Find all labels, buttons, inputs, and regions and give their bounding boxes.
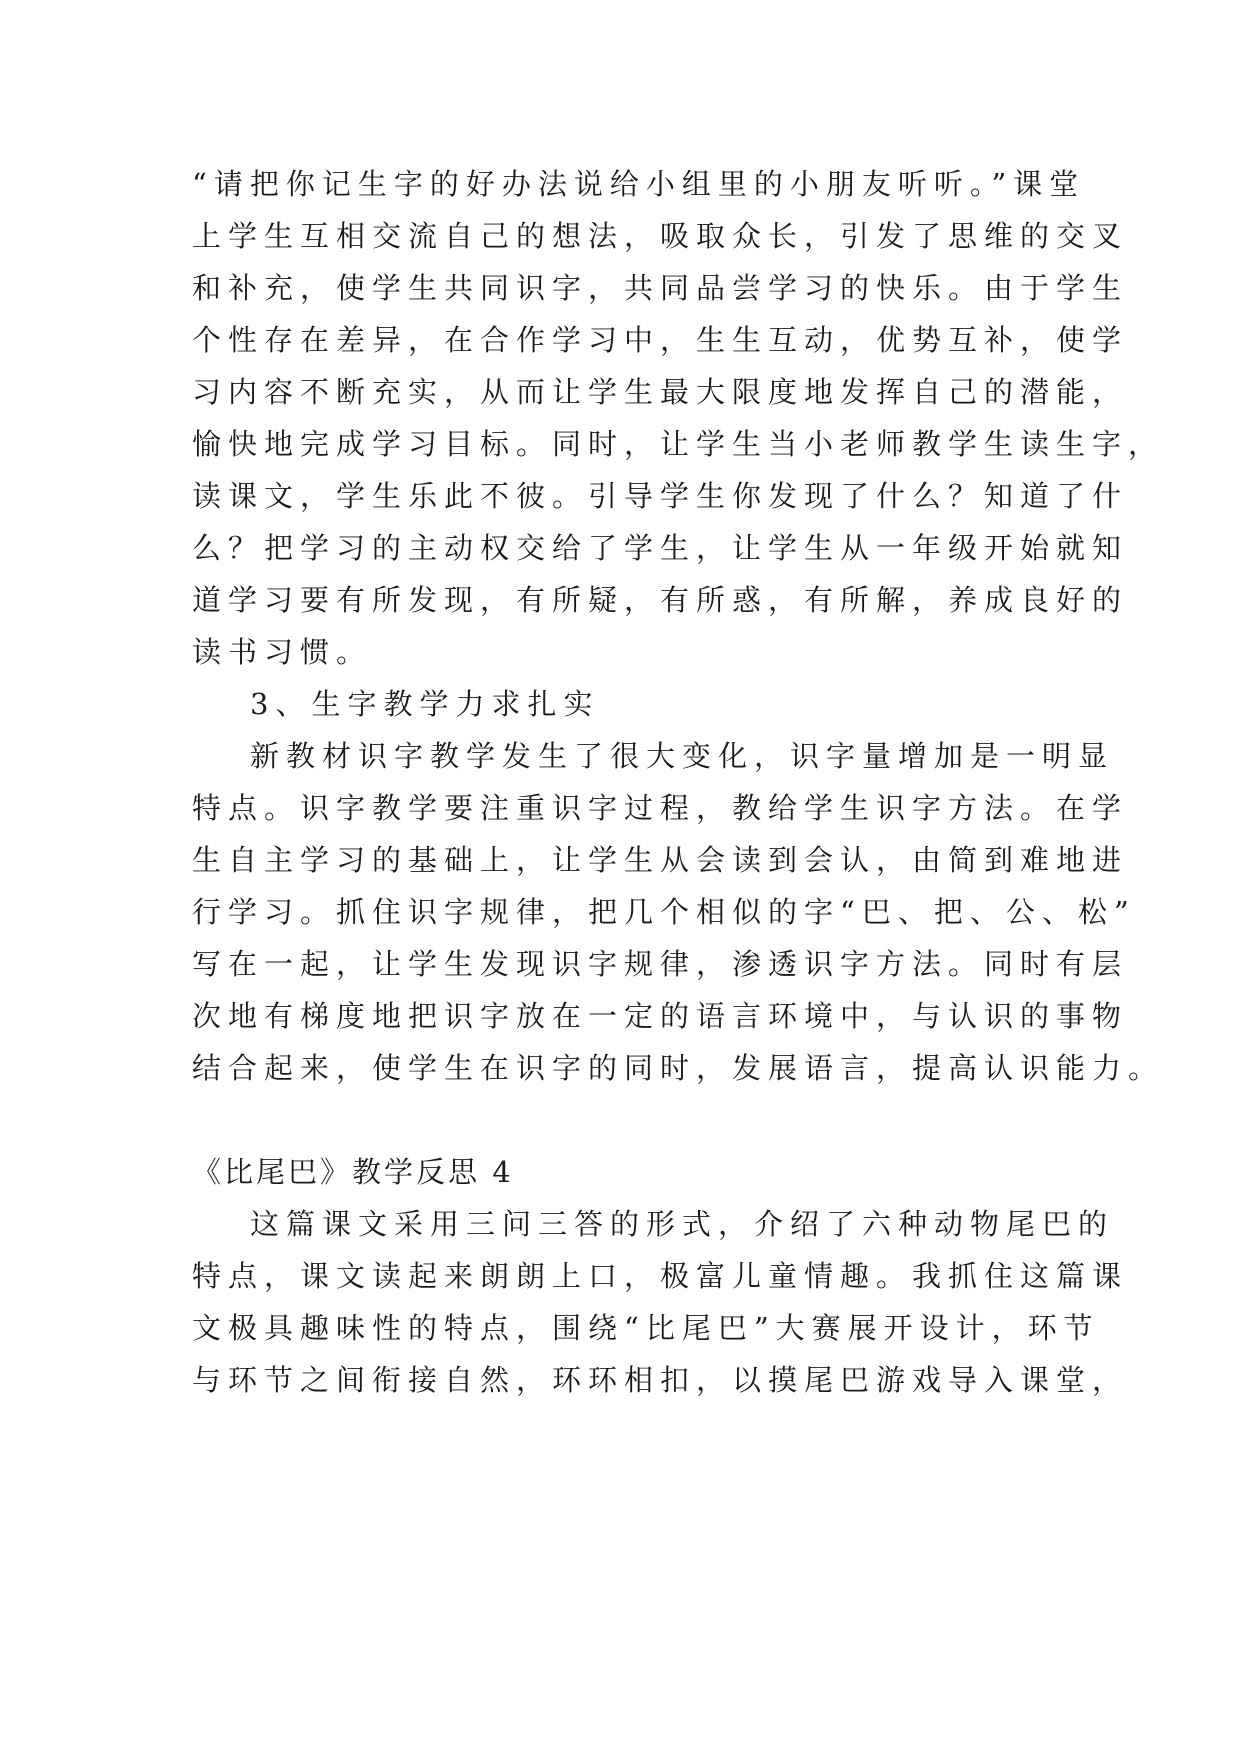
paragraph-cooperative-learning (192, 158, 1165, 678)
text-line: 愉快地完成学习目标。同时，让学生当小老师教学生读生字， (192, 427, 1165, 461)
text-line: 特点，课文读起来朗朗上口，极富儿童情趣。我抓住这篇课 (192, 1259, 1129, 1293)
text-line: 读课文，学生乐此不彼。引导学生你发现了什么？知道了什 (192, 479, 1129, 513)
text-line: 个性存在差异，在合作学习中，生生互动，优势互补，使学 (192, 323, 1129, 357)
section-title: 《比尾巴》教学反思 4 (192, 1155, 514, 1189)
text-line: 写在一起，让学生发现识字规律，渗透识字方法。同时有层 (192, 947, 1129, 981)
text-line: 上学生互相交流自己的想法，吸取众长，引发了思维的交叉 (192, 219, 1129, 253)
subheading-literacy-teaching: 3、生字教学力求扎实 (250, 687, 600, 721)
text-line: 生自主学习的基础上，让学生从会读到会认，由简到难地进 (192, 843, 1129, 877)
text-line: 读书习惯。 (192, 635, 373, 669)
text-line: 习内容不断充实，从而让学生最大限度地发挥自己的潜能， (192, 375, 1129, 409)
text-line: 次地有梯度地把识字放在一定的语言环境中，与认识的事物 (192, 999, 1129, 1033)
text-line: 这篇课文采用三问三答的形式，介绍了六种动物尾巴的 (250, 1207, 1115, 1241)
paragraph-literacy-teaching (192, 730, 1165, 1094)
text-line: 新教材识字教学发生了很大变化，识字量增加是一明显 (250, 739, 1115, 773)
text-line: 道学习要有所发现，有所疑，有所惑，有所解，养成良好的 (192, 583, 1129, 617)
document-page (192, 158, 1165, 1406)
text-line: 特点。识字教学要注重识字过程，教给学生识字方法。在学 (192, 791, 1129, 825)
section-spacer (192, 1094, 1054, 1146)
text-line: 与环节之间衔接自然，环环相扣，以摸尾巴游戏导入课堂， (192, 1363, 1129, 1397)
text-line: 行学习。抓住识字规律，把几个相似的字“巴、把、公、松” (192, 895, 1136, 929)
text-line: “请把你记生字的好办法说给小组里的小朋友听听。”课堂 (192, 167, 1086, 201)
text-line: 和补充，使学生共同识字，共同品尝学习的快乐。由于学生 (192, 271, 1129, 305)
text-line: 文极具趣味性的特点，围绕“比尾巴”大赛展开设计，环节 (192, 1311, 1100, 1345)
paragraph-lesson-intro (192, 1198, 1129, 1406)
text-line: 结合起来，使学生在识字的同时，发展语言，提高认识能力。 (192, 1051, 1165, 1085)
text-line: 么？把学习的主动权交给了学生，让学生从一年级开始就知 (192, 531, 1129, 565)
